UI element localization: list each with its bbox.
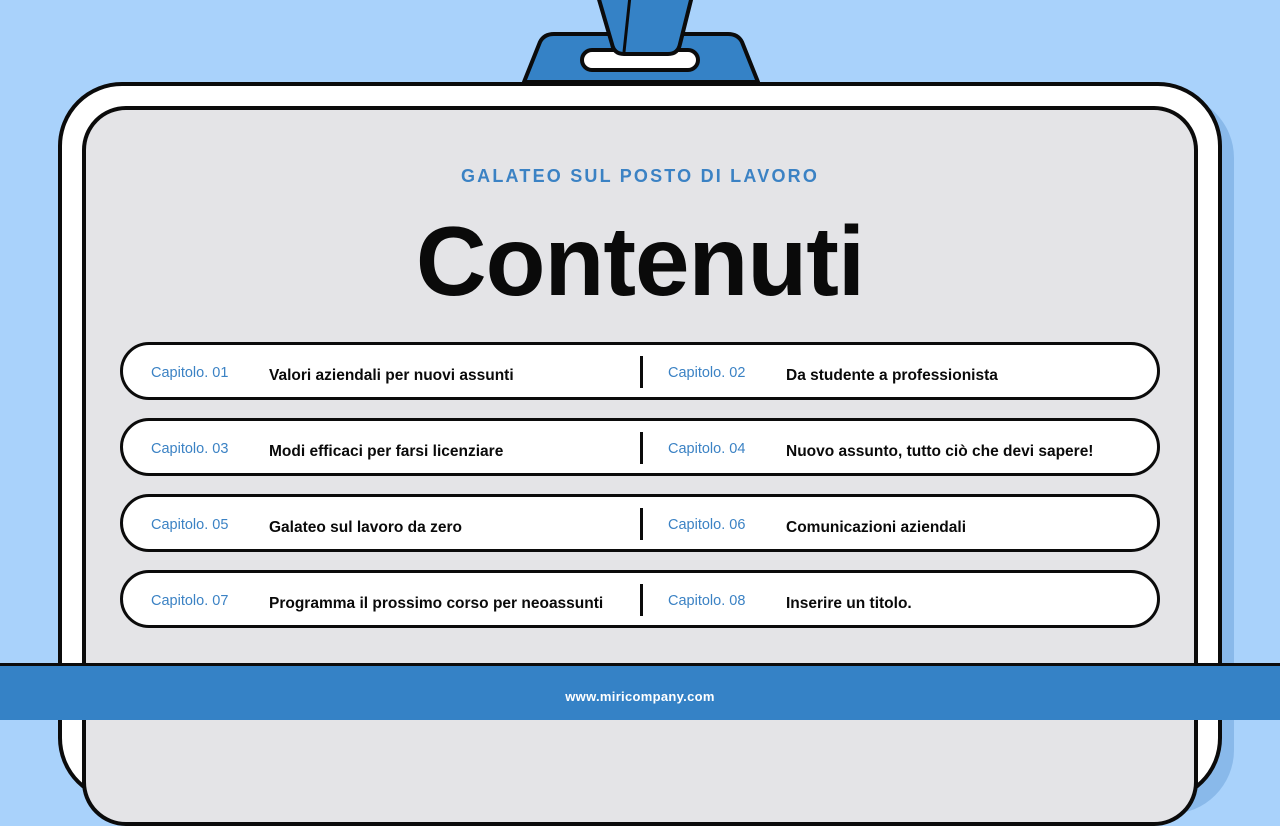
chapter-label: Capitolo. 02 <box>668 365 746 381</box>
divider <box>640 508 643 540</box>
chapter-title[interactable]: Valori aziendali per nuovi assunti <box>269 367 514 384</box>
chapter-label: Capitolo. 03 <box>151 441 229 457</box>
chapter-title[interactable]: Modi efficaci per farsi licenziare <box>269 443 504 460</box>
chapter-label: Capitolo. 08 <box>668 593 746 609</box>
chapter-row <box>120 570 1160 628</box>
chapter-list <box>120 342 1160 646</box>
chapter-title[interactable]: Da studente a professionista <box>786 367 998 384</box>
footer-bar <box>0 663 1280 720</box>
chapter-title[interactable]: Comunicazioni aziendali <box>786 519 966 536</box>
chapter-label: Capitolo. 06 <box>668 517 746 533</box>
chapter-row <box>120 418 1160 476</box>
chapter-label: Capitolo. 07 <box>151 593 229 609</box>
chapter-label: Capitolo. 05 <box>151 517 229 533</box>
chapter-title[interactable]: Inserire un titolo. <box>786 595 912 612</box>
page-subtitle: GALATEO SUL POSTO DI LAVORO <box>460 166 820 186</box>
chapter-row <box>120 494 1160 552</box>
chapter-title[interactable]: Galateo sul lavoro da zero <box>269 519 462 536</box>
divider <box>640 432 643 464</box>
divider <box>640 584 643 616</box>
chapter-title[interactable]: Programma il prossimo corso per neoassunti <box>269 595 604 612</box>
chapter-row <box>120 342 1160 400</box>
chapter-title[interactable]: Nuovo assunto, tutto ciò che devi sapere! <box>786 443 1094 460</box>
chapter-label: Capitolo. 04 <box>668 441 746 457</box>
footer-url[interactable]: www.miricompany.com <box>565 689 715 704</box>
chapter-label: Capitolo. 01 <box>151 365 229 381</box>
divider <box>640 356 643 388</box>
page-title: Contenuti <box>415 206 865 316</box>
